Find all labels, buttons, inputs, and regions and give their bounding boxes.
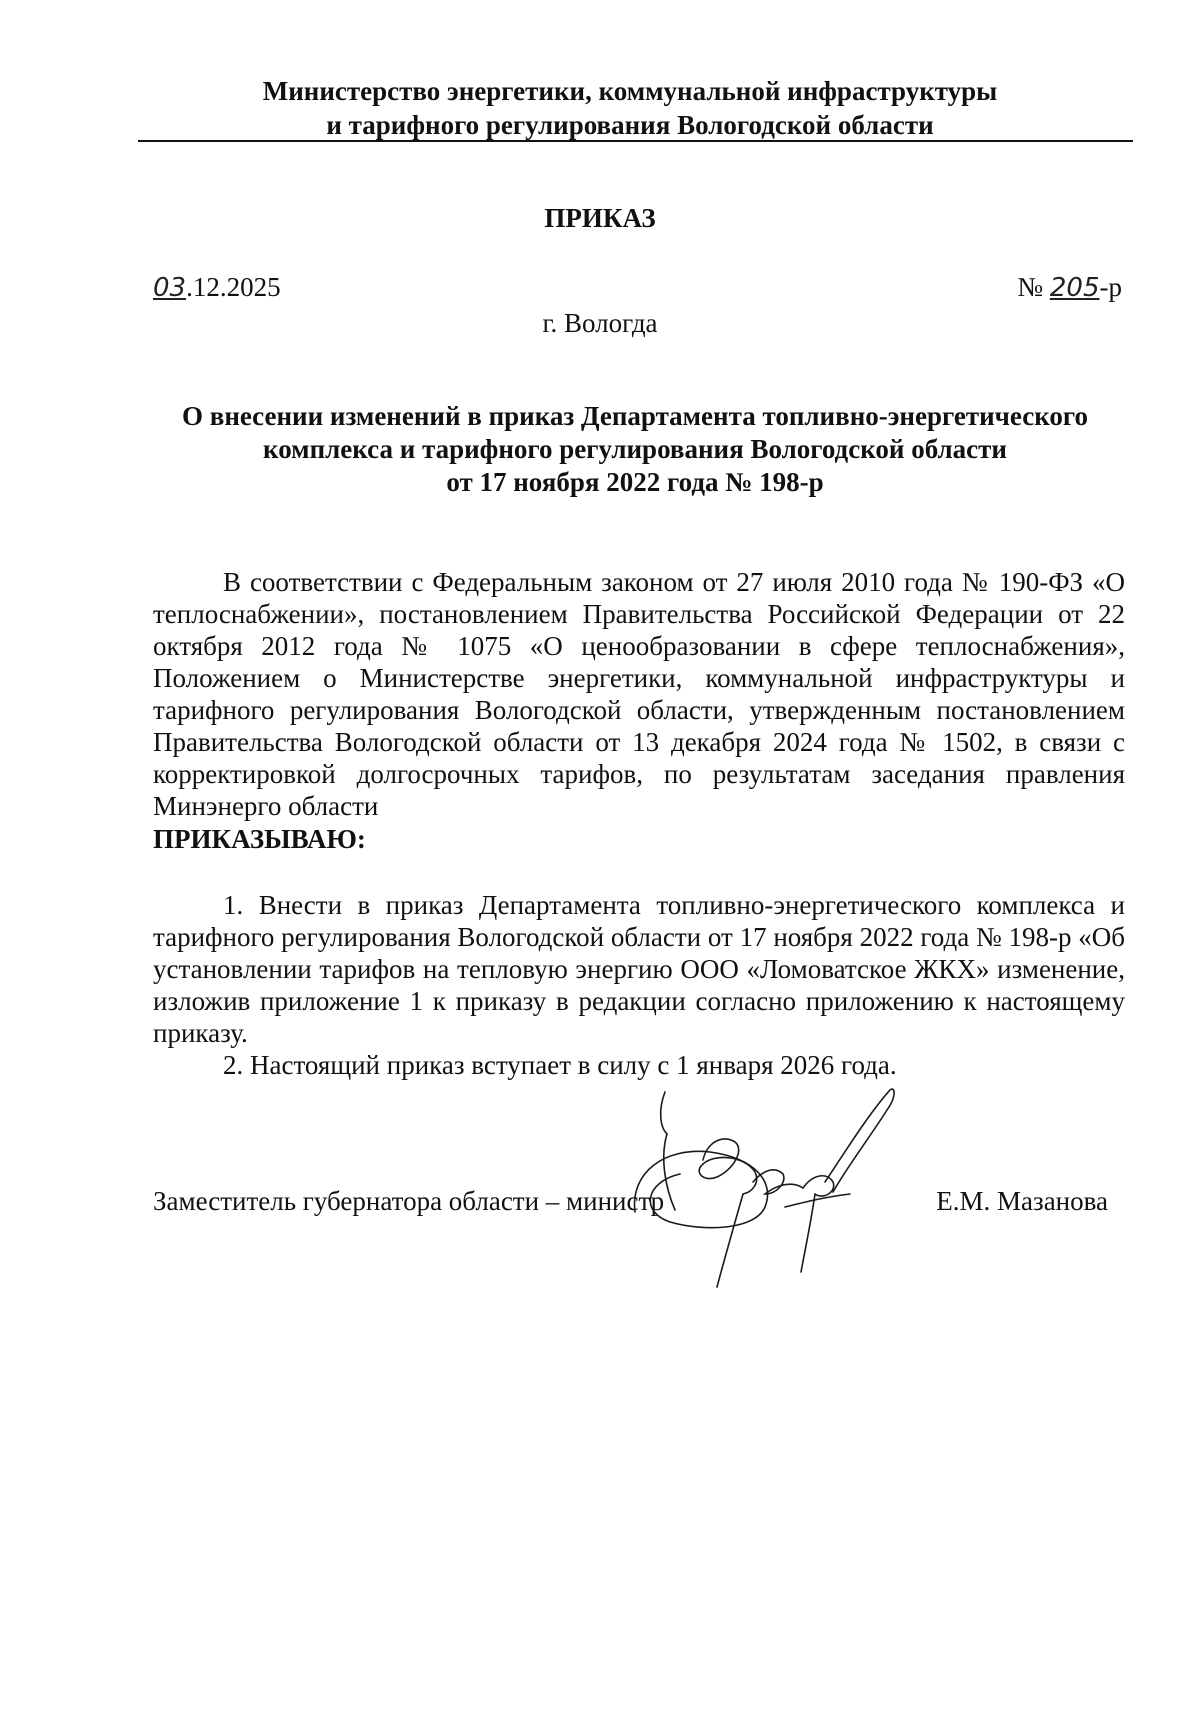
ministry-name-line1: Министерство энергетики, коммунальной инфраструктуры (262, 76, 998, 106)
order-item-1: 1. Внести в приказ Департамента топливно-энергетического комплекса и тарифного регулирования Вологодской области от 17 ноября 2022 года № 198-р «Об установлении тарифов на тепловую энергию ООО «Ломоватское ЖКХ» изменение, изложив приложение 1 к приказу в редакции согласно приложению к настоящему приказу. (153, 890, 1125, 1048)
document-city: г. Вологда (542, 308, 658, 338)
subject-line1: О внесении изменений в приказ Департамента топливно-энергетического (181, 401, 1088, 431)
order-item-2: 2. Настоящий приказ вступает в силу с 1 января 2026 года. (223, 1050, 897, 1080)
document-title: ПРИКАЗ (544, 203, 656, 233)
signatory-name: Е.М. Мазанова (936, 1186, 1108, 1216)
subject-line2: комплекса и тарифного регулирования Вологодской области (263, 434, 1007, 464)
signatory-position: Заместитель губернатора области – министр (153, 1186, 665, 1216)
number-sign: № (1017, 272, 1044, 302)
handwritten-day: 03 (153, 273, 187, 303)
header-divider (138, 140, 1133, 142)
document-number (1017, 272, 1122, 303)
handwritten-number: 205 (1049, 273, 1100, 303)
subject-line3: от 17 ноября 2022 года № 198-р (446, 467, 824, 497)
date-month-year: .12.2025 (186, 272, 281, 302)
ministry-name-line2: и тарифного регулирования Вологодской области (326, 110, 934, 140)
document-date (153, 272, 281, 303)
document-subject (140, 400, 1130, 499)
handwritten-signature (625, 1082, 910, 1297)
number-suffix: -р (1099, 272, 1122, 302)
preamble-paragraph: В соответствии с Федеральным законом от 27 июля 2010 года № 190-ФЗ «О теплоснабжении», постановлением Правительства Российской Федерации от 22 октября 2012 года № 1075 «О ценообразовании в сфере теплоснабжения», Положением о Министерстве энергетики, коммунальной инфраструктуры и тарифного регулирования Вологодской области, утвержденным постановлением Правительства Вологодской области от 13 декабря 2024 года № 1502, в связи с корректировкой долгосрочных тарифов, по результатам заседания правления Минэнерго области (153, 567, 1125, 821)
order-heading: ПРИКАЗЫВАЮ: (153, 824, 366, 854)
